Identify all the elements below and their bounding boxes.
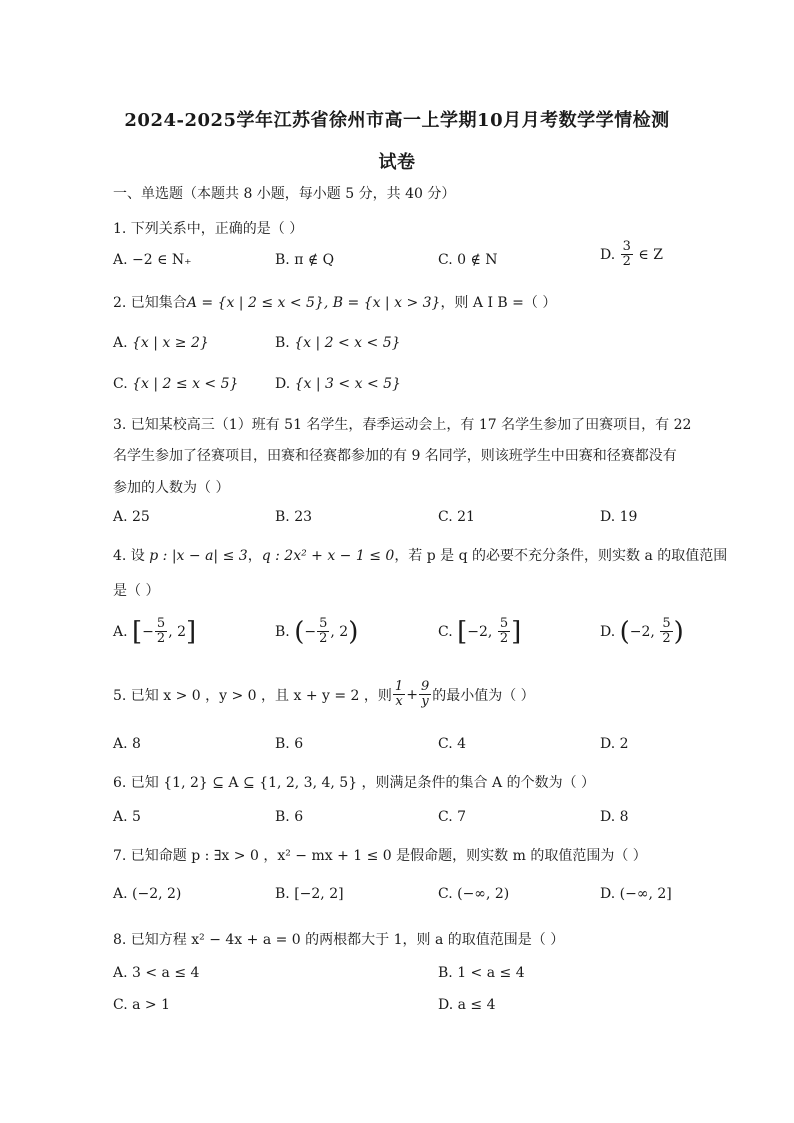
q5-option-a: A. 8 [113,736,141,752]
q8-option-c: C. a > 1 [113,997,170,1013]
q3-stem-line3: 参加的人数为（ ） [113,480,230,496]
q3-option-b: B. 23 [275,509,313,525]
q5-option-d: D. 2 [600,736,629,752]
q3-option-a: A. 25 [113,509,150,525]
q8-option-d: D. a ≤ 4 [438,997,496,1013]
q6-option-a: A. 5 [113,809,141,825]
section-heading: 一、单选题（本题共 8 小题，每小题 5 分，共 40 分） [113,186,456,202]
q2-option-d: D. {x | 3 < x < 5} [275,376,401,392]
q7-option-c: C. (−∞, 2) [438,886,510,902]
q1-option-d: D. $\frac{3}{2}$ ∈ Z [600,239,663,270]
q6-stem: 6. 已知 {1, 2} ⊆ A ⊆ {1, 2, 3, 4, 5} ，则满足条件的集合 A 的个数为（ ） [113,775,596,791]
q6-option-c: C. 7 [438,809,467,825]
q7-option-d: D. (−∞, 2] [600,886,672,902]
q3-option-d: D. 19 [600,509,638,525]
q3-stem-line1: 3. 已知某校高三（1）班有 51 名学生，春季运动会上，有 17 名学生参加了田赛项目，有 22 [113,417,692,433]
q4-option-d: D. (−2, $\frac{5}{2}$ ) [600,616,684,647]
q2-option-a: A. {x | x ≥ 2} [113,335,209,351]
q8-option-b: B. 1 < a ≤ 4 [438,965,525,981]
q1-option-b: B. π ∉ Q [275,252,335,268]
q5-option-c: C. 4 [438,736,467,752]
q6-option-d: D. 8 [600,809,629,825]
q8-stem: 8. 已知方程 x² − 4x + a = 0 的两根都大于 1，则 a 的取值范围是（ ） [113,932,565,948]
q3-option-c: C. 21 [438,509,475,525]
q5-option-b: B. 6 [275,736,304,752]
q5-stem: 5. 已知 x > 0 ，y > 0 ，且 x + y = 2 ，则 $\frac{1}{x}$ + $\frac{9}{y}$ 的最小值为（ ） [113,679,535,710]
q4-option-a: A. [− $\frac{5}{2}$ , 2] [113,616,197,647]
q4-stem-line2: 是（ ） [113,583,160,599]
q2-option-b: B. {x | 2 < x < 5} [275,335,401,351]
q7-stem: 7. 已知命题 p : ∃x > 0 ，x² − mx + 1 ≤ 0 是假命题，则实数 m 的取值范围为（ ） [113,848,647,864]
q1-stem: 1. 下列关系中，正确的是（ ） [113,221,304,237]
q1-option-c: C. 0 ∉ N [438,252,498,268]
q2-option-c: C. {x | 2 ≤ x < 5} [113,376,239,392]
q4-option-c: C. [−2, $\frac{5}{2}$ ] [438,616,522,647]
q1-option-a: A. −2 ∈ N₊ [113,252,192,268]
q8-option-a: A. 3 < a ≤ 4 [113,965,200,981]
exam-title-line1: 2024-2025学年江苏省徐州市高一上学期10月月考数学学情检测 [124,110,670,131]
q2-stem: 2. 已知集合A = {x | 2 ≤ x < 5}, B = {x | x > 3}，则 A I B =（ ） [113,295,557,311]
q3-stem-line2: 名学生参加了径赛项目，田赛和径赛都参加的有 9 名同学，则该班学生中田赛和径赛都没有 [113,448,677,464]
q6-option-b: B. 6 [275,809,304,825]
q4-stem: 4. 设 p : |x − a| ≤ 3，q : 2x² + x − 1 ≤ 0，若 p 是 q 的必要不充分条件，则实数 a 的取值范围 [113,548,728,564]
exam-title-line2: 试卷 [378,152,416,173]
q4-option-b: B. (− $\frac{5}{2}$ , 2) [275,616,359,647]
q7-option-a: A. (−2, 2) [113,886,182,902]
q7-option-b: B. [−2, 2] [275,886,344,902]
